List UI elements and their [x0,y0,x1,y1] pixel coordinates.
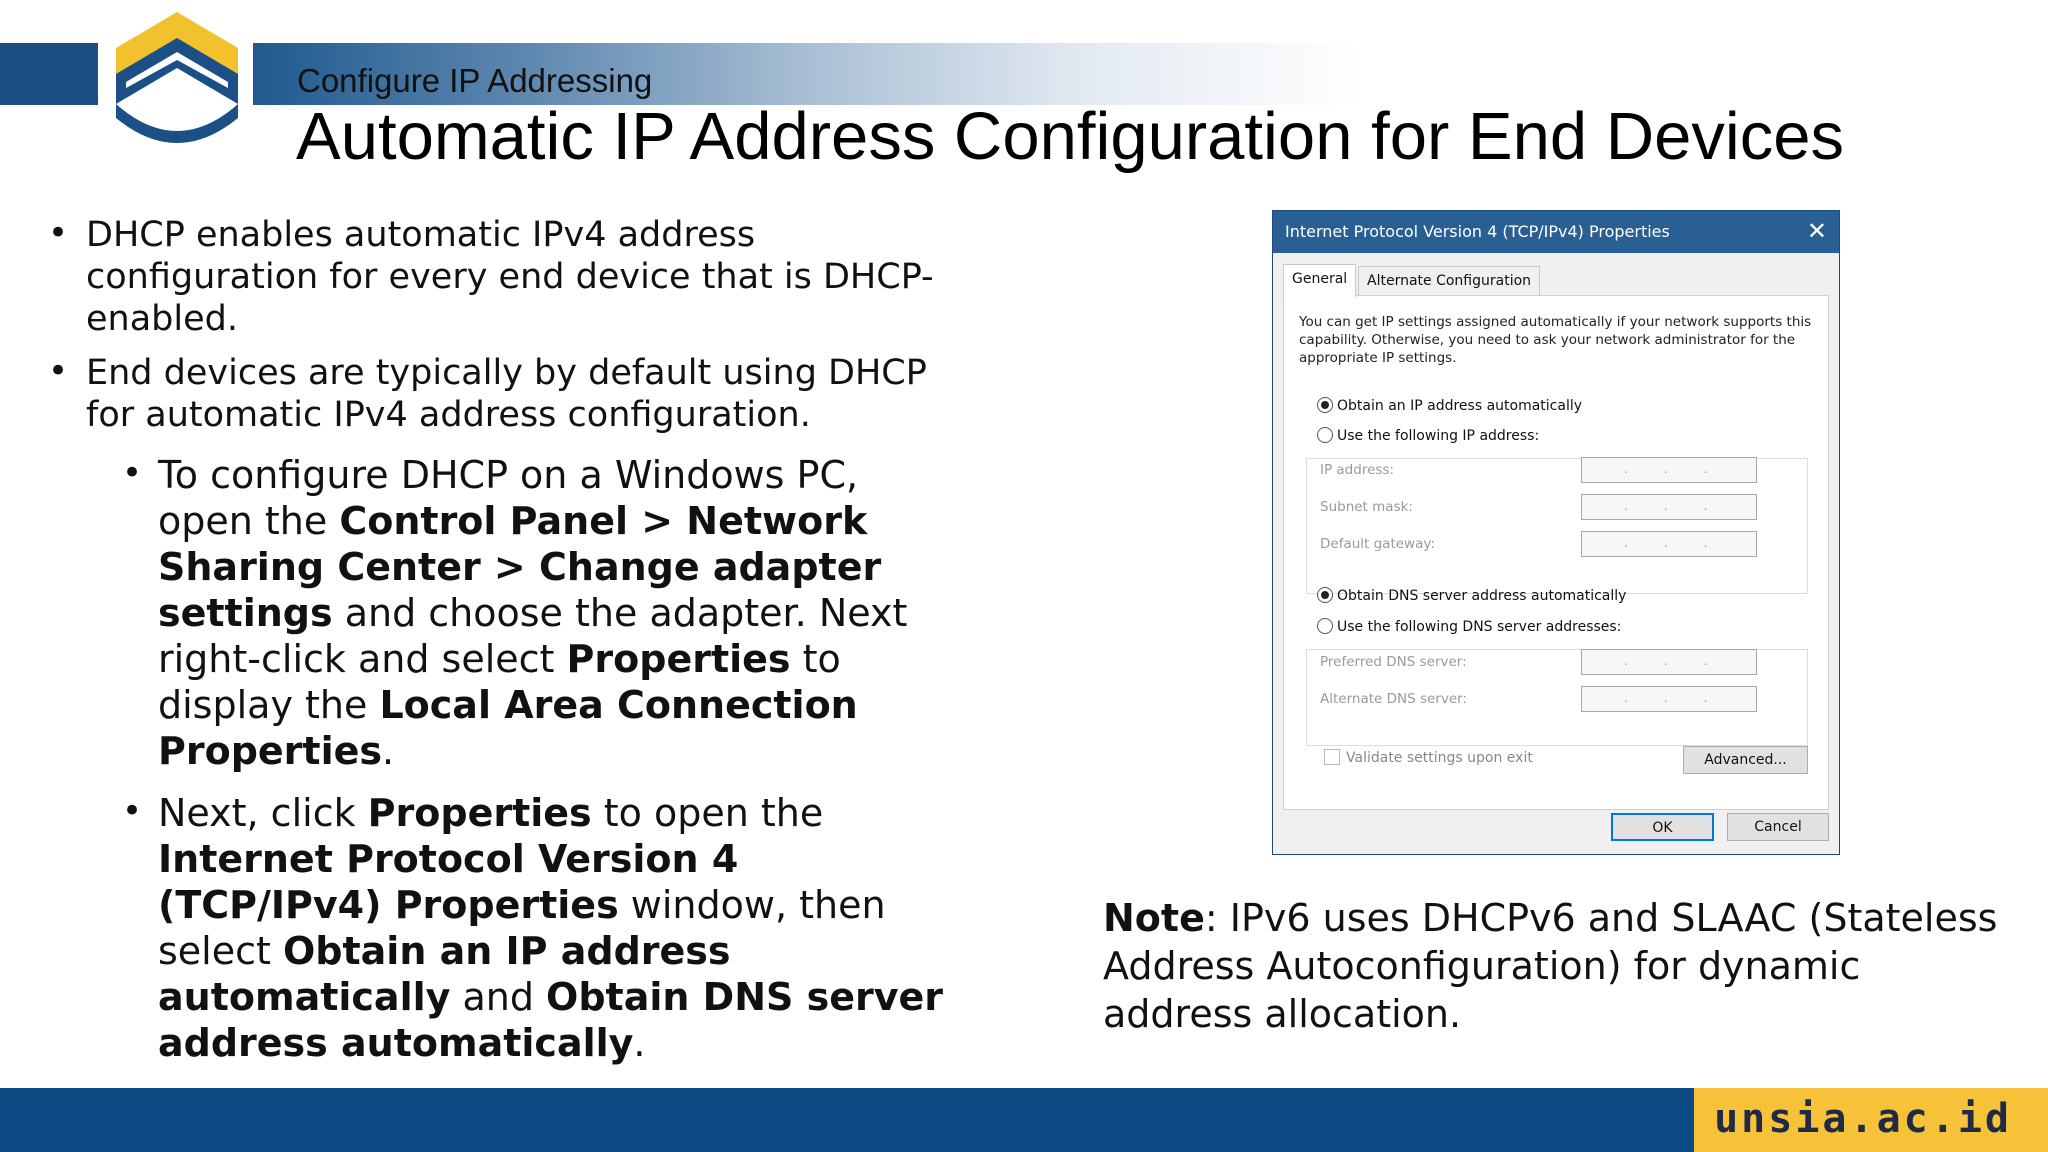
bold-run: Properties [566,637,791,681]
radio-unselected-icon [1317,618,1333,634]
radio-label: Obtain an IP address automatically [1337,398,1583,414]
default-gateway-input[interactable]: ... [1581,531,1757,557]
bullet-item [46,214,956,340]
text-run: Next, click [158,791,368,835]
advanced-button[interactable]: Advanced... [1683,746,1808,774]
bold-run: Obtain DNS server address automatically [158,975,944,1065]
text-run: and [450,975,547,1019]
checkbox-icon [1324,749,1340,765]
section-subtitle: Configure IP Addressing [297,62,653,99]
footer-brand-box [1694,1088,2048,1152]
bold-run: Control Panel > Network Sharing Center > Change adapter settings [158,499,882,635]
bullet-item [46,352,956,436]
bold-run: Obtain an IP address automatically [158,929,731,1019]
radio-selected-icon [1317,587,1333,603]
text-run: to open the [591,791,824,835]
header-band-left [0,43,98,105]
close-icon[interactable]: ✕ [1806,217,1827,245]
slide-title: Automatic IP Address Configuration for End Devices [296,99,1845,174]
radio-obtain-dns-auto[interactable] [1317,587,1626,604]
subnet-mask-input[interactable]: ... [1581,494,1757,520]
radio-use-following-dns[interactable] [1317,618,1625,635]
text-run: and choose the adapter. Next right-click and select [158,591,908,681]
note-body: : IPv6 uses DHCPv6 and SLAAC (Stateless Address Autoconfiguration) for dynamic address allocation. [1103,896,1998,1036]
radio-selected-icon [1317,397,1333,413]
radio-use-following-ip[interactable] [1317,427,1543,444]
radio-unselected-icon [1317,427,1333,443]
cancel-button[interactable]: Cancel [1727,813,1829,841]
note-label: Note [1103,896,1205,940]
dialog-title: Internet Protocol Version 4 (TCP/IPv4) Properties [1285,222,1670,241]
intro-text: You can get IP settings assigned automatically if your network supports this capability. Otherwise, you need to ask your network administrator for the appropriate IP settings. [1299,314,1812,366]
ip-address-label: IP address: [1320,462,1394,478]
text-run: To configure DHCP on a Windows PC, open the [158,453,859,543]
text-run: window, then select [158,883,886,973]
text-run: . [382,729,395,773]
general-panel [1283,295,1829,810]
radio-label: Use the following IP address: [1337,428,1540,444]
ok-button[interactable]: OK [1611,813,1714,841]
ip-address-input[interactable]: ... [1581,457,1757,483]
note-text [1103,894,2003,1038]
bold-run: Local Area Connection Properties [158,683,858,773]
preferred-dns-label: Preferred DNS server: [1320,654,1467,670]
brand-url: unsia.ac.id [1714,1096,2012,1142]
university-logo [110,8,244,150]
default-gateway-label: Default gateway: [1320,536,1435,552]
radio-label: Use the following DNS server addresses: [1337,619,1622,635]
bullet-text: End devices are typically by default using DHCP for automatic IPv4 address configuration. [86,353,927,435]
radio-obtain-ip-auto[interactable] [1317,397,1582,414]
checkbox-label: Validate settings upon exit [1346,750,1533,766]
radio-label: Obtain DNS server address automatically [1337,588,1627,604]
bold-run: Internet Protocol Version 4 (TCP/IPv4) Properties [158,837,739,927]
text-run: to display the [158,637,841,727]
alternate-dns-input[interactable]: ... [1581,686,1757,712]
validate-settings-checkbox[interactable] [1324,749,1533,766]
bold-run: Properties [367,791,592,835]
bullet-text: DHCP enables automatic IPv4 address configuration for every end device that is DHCP-enabled. [86,215,934,339]
text-run: . [633,1021,646,1065]
tab-general[interactable]: General [1283,264,1356,297]
subnet-mask-label: Subnet mask: [1320,499,1413,515]
sub-bullet-item: • Next, click Properties to open the Internet Protocol Version 4 (TCP/IPv4) Properties window, then select Obtain an IP address automatically and Obtain DNS server address automatically. [122,791,944,1065]
preferred-dns-input[interactable]: ... [1581,649,1757,675]
ipv4-properties-dialog [1272,210,1840,855]
bullet-list [46,214,956,1066]
dialog-titlebar [1273,211,1839,253]
alternate-dns-label: Alternate DNS server: [1320,691,1468,707]
sub-bullet-item: • To configure DHCP on a Windows PC, open the Control Panel > Network Sharing Center > Change adapter settings and choose the adapter. Next right-click and select Properties to display the Local Area Connection Properties. [122,453,908,773]
tab-alternate-configuration[interactable]: Alternate Configuration [1358,266,1540,295]
